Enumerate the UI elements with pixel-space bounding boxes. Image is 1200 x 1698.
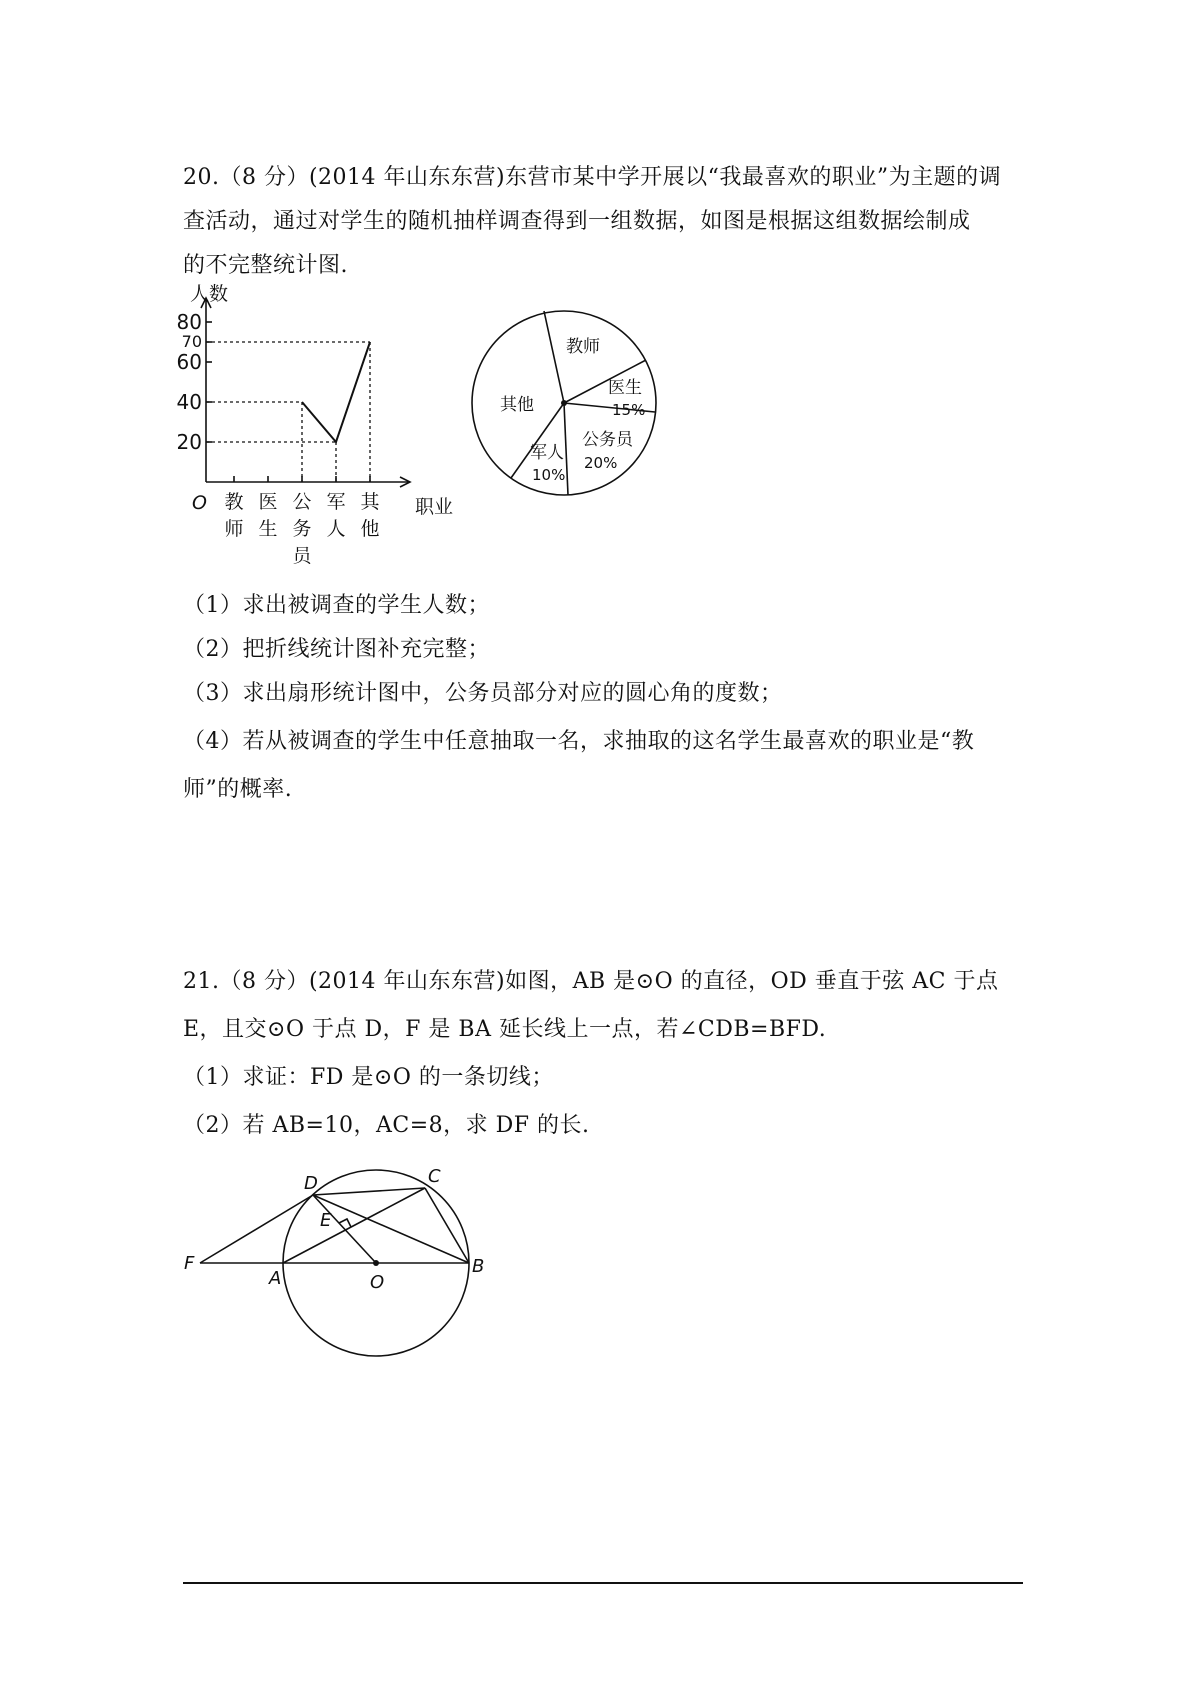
label-a: A <box>269 1268 282 1289</box>
q20-sub-2: （2）把折线统计图补充完整； <box>183 637 490 662</box>
pie-pct-civil: 20% <box>584 454 618 472</box>
x-tick-label: 员 <box>292 545 312 567</box>
q20-sub-3: （3）求出扇形统计图中，公务员部分对应的圆心角的度数； <box>183 681 783 706</box>
line-ac <box>283 1188 425 1263</box>
x-tick-label: 医 <box>258 491 278 513</box>
line-fd <box>200 1195 313 1263</box>
x-tick-label: 师 <box>224 518 244 540</box>
x-tick-label: 教 <box>224 491 244 513</box>
line-chart <box>170 282 480 582</box>
line-cb <box>425 1188 469 1263</box>
label-o: O <box>370 1272 385 1293</box>
footer-rule <box>183 1582 1023 1584</box>
q21-sub-2: （2）若 AB=10，AC=8，求 DF 的长. <box>183 1113 590 1138</box>
q21-sub-1: （1）求证：FD 是⊙O 的一条切线； <box>183 1065 554 1090</box>
pie-label-teacher: 教师 <box>566 337 600 357</box>
q20-sub-4b: 师”的概率. <box>183 777 293 802</box>
q21-line-2: E，且交⊙O 于点 D，F 是 BA 延长线上一点，若∠CDB=BFD. <box>183 1017 827 1042</box>
q20-sub-4a: （4）若从被调查的学生中任意抽取一名，求抽取的这名学生最喜欢的职业是“教 <box>183 729 975 754</box>
label-d: D <box>304 1173 318 1194</box>
pie-label-soldier: 军人 <box>530 443 564 463</box>
x-tick-label: 人 <box>326 518 346 540</box>
y-tick-label: 20 <box>176 430 202 454</box>
x-axis-label: 职业 <box>415 496 454 518</box>
q20-line-3: 的不完整统计图. <box>183 253 348 278</box>
q20-line-2: 查活动，通过对学生的随机抽样调查得到一组数据，如图是根据这组数据绘制成 <box>183 209 971 234</box>
pie-pct-soldier: 10% <box>532 466 566 484</box>
y-tick-label: 70 <box>181 332 202 351</box>
q21-line-1: 21.（8 分）(2014 年山东东营)如图，AB 是⊙O 的直径，OD 垂直于弦 AC 于点 <box>183 969 999 994</box>
x-tick-label: 军 <box>326 491 346 513</box>
y-tick-label: 60 <box>176 350 202 374</box>
label-f: F <box>184 1253 195 1274</box>
x-tick-label: 生 <box>258 518 278 540</box>
x-tick-label: 公 <box>292 491 312 513</box>
q20-sub-1: （1）求出被调查的学生人数； <box>183 593 490 618</box>
label-c: C <box>428 1166 441 1187</box>
pie-pct-doctor: 15% <box>612 401 646 419</box>
point-o <box>373 1260 379 1266</box>
line-dc <box>313 1188 425 1195</box>
x-tick-label: 他 <box>360 518 380 540</box>
origin-label: O <box>192 492 207 514</box>
y-tick-label: 80 <box>176 310 202 334</box>
y-tick-label: 40 <box>176 390 202 414</box>
label-b: B <box>472 1256 485 1277</box>
y-axis-label: 人数 <box>190 283 229 305</box>
pie-label-doctor: 医生 <box>608 378 642 398</box>
x-tick-label: 其 <box>360 491 380 513</box>
pie-label-other: 其他 <box>500 395 534 415</box>
series-line <box>302 342 370 442</box>
pie-center <box>561 400 567 406</box>
label-e: E <box>320 1210 332 1231</box>
geometry-figure <box>180 1148 500 1388</box>
x-tick-label: 务 <box>292 518 312 540</box>
pie-chart <box>470 300 690 500</box>
q20-line-1: 20.（8 分）(2014 年山东东营)东营市某中学开展以“我最喜欢的职业”为主题的调 <box>183 165 1002 190</box>
pie-label-civil: 公务员 <box>582 430 633 450</box>
pie-boundary-other-teacher <box>544 311 564 403</box>
